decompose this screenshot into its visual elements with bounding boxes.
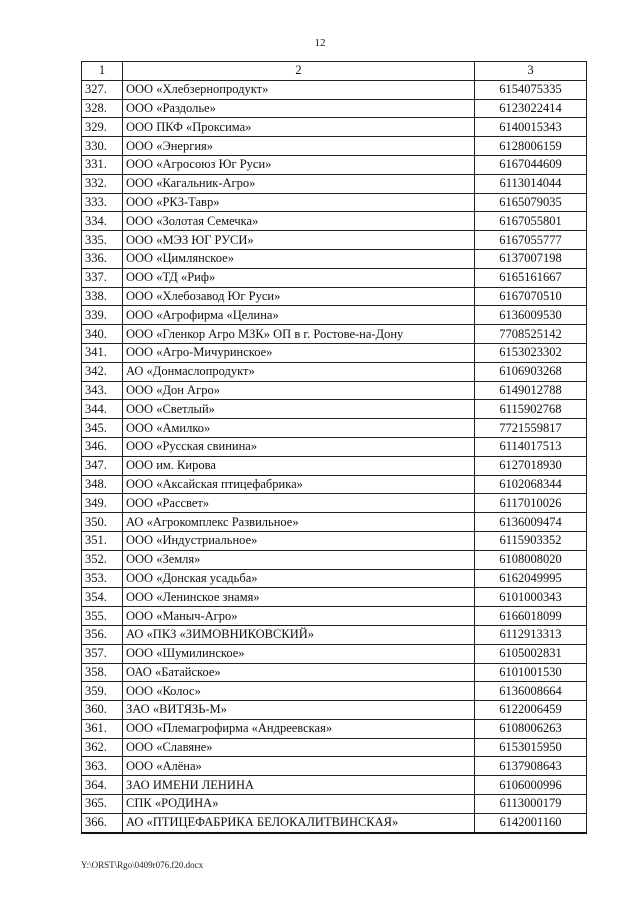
row-number: 354. <box>82 588 123 607</box>
inn-value: 6136009474 <box>475 513 587 532</box>
table-row <box>82 80 587 99</box>
inn-value: 6105002831 <box>475 644 587 663</box>
organization-name: ООО «Гленкор Агро МЗК» ОП в г. Ростове-на-Дону <box>123 325 475 344</box>
inn-value: 6123022414 <box>475 99 587 118</box>
organization-name: ООО «Русская свинина» <box>123 437 475 456</box>
row-number: 333. <box>82 193 123 212</box>
row-number: 344. <box>82 400 123 419</box>
row-number: 348. <box>82 475 123 494</box>
row-number: 357. <box>82 644 123 663</box>
row-number: 337. <box>82 268 123 287</box>
organization-name: АО «Агрокомплекс Развильное» <box>123 513 475 532</box>
inn-value: 6101001530 <box>475 663 587 682</box>
row-number: 332. <box>82 174 123 193</box>
organization-name: ООО «Агросоюз Юг Руси» <box>123 155 475 174</box>
inn-value: 6106903268 <box>475 362 587 381</box>
inn-value: 6167055777 <box>475 231 587 250</box>
organization-name: ООО «Шумилинское» <box>123 644 475 663</box>
table-row <box>82 137 587 156</box>
row-number: 365. <box>82 795 123 814</box>
table-row <box>82 456 587 475</box>
table-row <box>82 588 587 607</box>
organization-name: ООО «Золотая Семечка» <box>123 212 475 231</box>
table-row <box>82 719 587 738</box>
table-row <box>82 663 587 682</box>
table-row <box>82 268 587 287</box>
organization-name: ООО «Земля» <box>123 550 475 569</box>
organization-name: ООО «Кагальник-Агро» <box>123 174 475 193</box>
row-number: 353. <box>82 569 123 588</box>
row-number: 355. <box>82 607 123 626</box>
inn-value: 6153015950 <box>475 738 587 757</box>
table-row <box>82 155 587 174</box>
table-row <box>82 738 587 757</box>
table-row <box>82 776 587 795</box>
registry-table <box>81 61 587 834</box>
row-number: 362. <box>82 738 123 757</box>
table-row <box>82 569 587 588</box>
table-row <box>82 381 587 400</box>
organization-name: ООО «Рассвет» <box>123 494 475 513</box>
row-number: 351. <box>82 531 123 550</box>
organization-name: ООО им. Кирова <box>123 456 475 475</box>
inn-value: 6114017513 <box>475 437 587 456</box>
inn-value: 7721559817 <box>475 419 587 438</box>
organization-name: ООО «Индустриальное» <box>123 531 475 550</box>
table-row <box>82 362 587 381</box>
organization-name: ООО «Ленинское знамя» <box>123 588 475 607</box>
row-number: 330. <box>82 137 123 156</box>
organization-name: ООО «РКЗ-Тавр» <box>123 193 475 212</box>
row-number: 345. <box>82 419 123 438</box>
row-number: 336. <box>82 249 123 268</box>
row-number: 350. <box>82 513 123 532</box>
table-row <box>82 475 587 494</box>
organization-name: АО «ПТИЦЕФАБРИКА БЕЛОКАЛИТВИНСКАЯ» <box>123 813 475 832</box>
table-row <box>82 306 587 325</box>
row-number: 349. <box>82 494 123 513</box>
inn-value: 6112913313 <box>475 625 587 644</box>
organization-name: ООО «Донская усадьба» <box>123 569 475 588</box>
table-row <box>82 531 587 550</box>
row-number: 366. <box>82 813 123 832</box>
organization-name: ООО «Энергия» <box>123 137 475 156</box>
organization-name: ООО «Агро-Мичуринское» <box>123 343 475 362</box>
table-row <box>82 118 587 137</box>
row-number: 331. <box>82 155 123 174</box>
table-row <box>82 174 587 193</box>
inn-value: 6166018099 <box>475 607 587 626</box>
table-row <box>82 212 587 231</box>
inn-value: 6149012788 <box>475 381 587 400</box>
table-body <box>82 80 587 832</box>
column-header-3: 3 <box>475 62 587 81</box>
row-number: 359. <box>82 682 123 701</box>
row-number: 327. <box>82 80 123 99</box>
inn-value: 6122006459 <box>475 701 587 720</box>
inn-value: 6153023302 <box>475 343 587 362</box>
table-row <box>82 437 587 456</box>
table-row <box>82 795 587 814</box>
row-number: 342. <box>82 362 123 381</box>
table-row <box>82 550 587 569</box>
table-row <box>82 325 587 344</box>
organization-name: ООО «Славяне» <box>123 738 475 757</box>
organization-name: ООО «Племагрофирма «Андреевская» <box>123 719 475 738</box>
table-row <box>82 513 587 532</box>
organization-name: СПК «РОДИНА» <box>123 795 475 814</box>
inn-value: 6167070510 <box>475 287 587 306</box>
inn-value: 6108008020 <box>475 550 587 569</box>
table-row <box>82 231 587 250</box>
inn-value: 6162049995 <box>475 569 587 588</box>
table-row <box>82 249 587 268</box>
organization-name: АО «ПКЗ «ЗИМОВНИКОВСКИЙ» <box>123 625 475 644</box>
organization-name: ООО «Амилко» <box>123 419 475 438</box>
table-row <box>82 813 587 832</box>
inn-value: 6113014044 <box>475 174 587 193</box>
organization-name: ООО «Агрофирма «Целина» <box>123 306 475 325</box>
organization-name: ООО ПКФ «Проксима» <box>123 118 475 137</box>
inn-value: 6101000343 <box>475 588 587 607</box>
table-header-row <box>82 62 587 81</box>
organization-name: ЗАО ИМЕНИ ЛЕНИНА <box>123 776 475 795</box>
inn-value: 6136009530 <box>475 306 587 325</box>
row-number: 360. <box>82 701 123 720</box>
organization-name: ООО «Раздолье» <box>123 99 475 118</box>
organization-name: ОАО «Батайское» <box>123 663 475 682</box>
inn-value: 6113000179 <box>475 795 587 814</box>
table-row <box>82 701 587 720</box>
inn-value: 7708525142 <box>475 325 587 344</box>
row-number: 334. <box>82 212 123 231</box>
table-row <box>82 644 587 663</box>
row-number: 358. <box>82 663 123 682</box>
row-number: 343. <box>82 381 123 400</box>
inn-value: 6115902768 <box>475 400 587 419</box>
organization-name: ООО «Дон Агро» <box>123 381 475 400</box>
table-row <box>82 625 587 644</box>
row-number: 363. <box>82 757 123 776</box>
organization-name: ООО «МЭЗ ЮГ РУСИ» <box>123 231 475 250</box>
inn-value: 6137908643 <box>475 757 587 776</box>
row-number: 338. <box>82 287 123 306</box>
table-row <box>82 419 587 438</box>
organization-name: ООО «Хлебзернопродукт» <box>123 80 475 99</box>
organization-name: ООО «Хлебозавод Юг Руси» <box>123 287 475 306</box>
organization-name: ООО «Цимлянское» <box>123 249 475 268</box>
inn-value: 6117010026 <box>475 494 587 513</box>
inn-value: 6142001160 <box>475 813 587 832</box>
table-row <box>82 494 587 513</box>
inn-value: 6167044609 <box>475 155 587 174</box>
file-path-footer: Y:\ORST\Rgo\0409r076.f20.docx <box>81 860 204 870</box>
inn-value: 6165161667 <box>475 268 587 287</box>
column-header-2: 2 <box>123 62 475 81</box>
inn-value: 6115903352 <box>475 531 587 550</box>
inn-value: 6128006159 <box>475 137 587 156</box>
row-number: 341. <box>82 343 123 362</box>
row-number: 361. <box>82 719 123 738</box>
organization-name: ЗАО «ВИТЯЗЬ-М» <box>123 701 475 720</box>
inn-value: 6108006263 <box>475 719 587 738</box>
inn-value: 6140015343 <box>475 118 587 137</box>
row-number: 339. <box>82 306 123 325</box>
row-number: 346. <box>82 437 123 456</box>
organization-name: ООО «Маныч-Агро» <box>123 607 475 626</box>
table-row <box>82 757 587 776</box>
organization-name: ООО «ТД «Риф» <box>123 268 475 287</box>
table-row <box>82 287 587 306</box>
table-row <box>82 99 587 118</box>
inn-value: 6165079035 <box>475 193 587 212</box>
organization-name: ООО «Аксайская птицефабрика» <box>123 475 475 494</box>
inn-value: 6102068344 <box>475 475 587 494</box>
inn-value: 6127018930 <box>475 456 587 475</box>
table-row <box>82 343 587 362</box>
table-row <box>82 607 587 626</box>
inn-value: 6106000996 <box>475 776 587 795</box>
inn-value: 6136008664 <box>475 682 587 701</box>
row-number: 356. <box>82 625 123 644</box>
organization-name: ООО «Светлый» <box>123 400 475 419</box>
inn-value: 6137007198 <box>475 249 587 268</box>
row-number: 335. <box>82 231 123 250</box>
table-row <box>82 682 587 701</box>
column-header-1: 1 <box>82 62 123 81</box>
table-row <box>82 193 587 212</box>
row-number: 364. <box>82 776 123 795</box>
inn-value: 6154075335 <box>475 80 587 99</box>
inn-value: 6167055801 <box>475 212 587 231</box>
table-row <box>82 400 587 419</box>
row-number: 340. <box>82 325 123 344</box>
organization-name: АО «Донмаслопродукт» <box>123 362 475 381</box>
row-number: 328. <box>82 99 123 118</box>
row-number: 347. <box>82 456 123 475</box>
organization-name: ООО «Алёна» <box>123 757 475 776</box>
page-number: 12 <box>314 37 326 49</box>
row-number: 329. <box>82 118 123 137</box>
organization-name: ООО «Колос» <box>123 682 475 701</box>
row-number: 352. <box>82 550 123 569</box>
